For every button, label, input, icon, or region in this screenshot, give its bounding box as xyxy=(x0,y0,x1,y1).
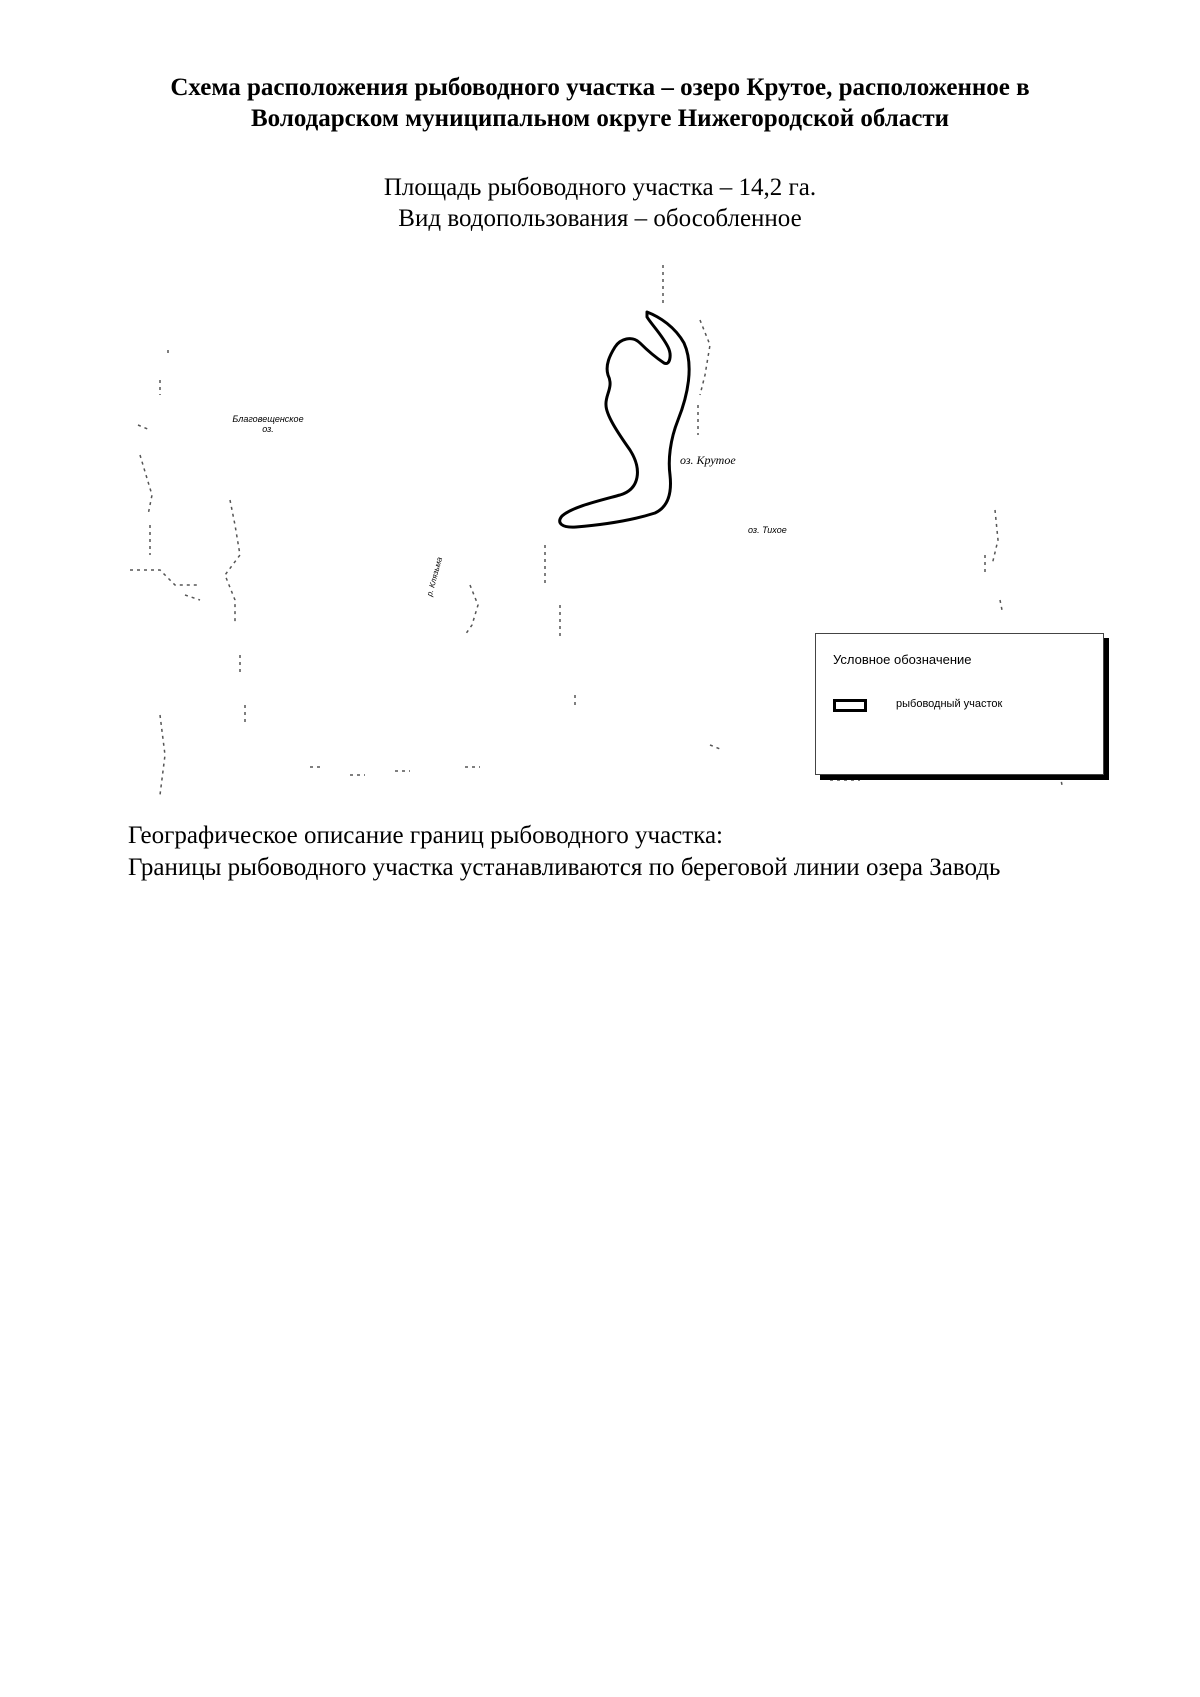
feature-line xyxy=(240,655,245,725)
map-legend xyxy=(815,633,1104,775)
fish-farming-plot-boundary xyxy=(560,312,689,527)
legend-item-label: рыбоводный участок xyxy=(896,698,1003,710)
description-text: Границы рыбоводного участка устанавливаются по береговой линии озера Заводь xyxy=(128,854,1001,881)
subtitle xyxy=(100,172,1100,234)
feature-line xyxy=(545,545,575,705)
feature-line xyxy=(830,775,1062,785)
feature-line xyxy=(160,715,165,795)
feature-line xyxy=(700,320,710,395)
area-text: Площадь рыбоводного участка – 14,2 га. xyxy=(383,174,817,201)
feature-line xyxy=(225,500,240,625)
legend-boundary-swatch xyxy=(833,699,867,712)
usage-text: Вид водопользования – обособленное xyxy=(398,205,802,232)
feature-line xyxy=(465,585,478,635)
title-line-2: Володарском муниципальном округе Нижегородской области xyxy=(250,105,950,132)
description-heading: Географическое описание границ рыбоводного участка: xyxy=(128,822,723,849)
document-title xyxy=(100,72,1100,134)
label-river: р. Клязьма xyxy=(425,556,445,598)
title-line-1: Схема расположения рыбоводного участка – озеро Крутое, расположенное в xyxy=(170,74,1030,101)
feature-line xyxy=(185,595,200,600)
label-lake-blagoveshchenskoe: Благовещенское оз. xyxy=(232,414,304,434)
feature-line xyxy=(138,350,168,555)
geographic-description xyxy=(128,820,1120,884)
label-lake-krutoe: оз. Крутое xyxy=(680,453,736,467)
legend-title: Условное обозначение xyxy=(833,652,972,667)
map-area xyxy=(0,255,1200,795)
feature-line xyxy=(310,767,480,775)
feature-line xyxy=(130,570,200,585)
label-lake-tikhoe: оз. Тихое xyxy=(748,525,787,535)
feature-line xyxy=(710,745,720,749)
feature-line xyxy=(992,510,1002,610)
